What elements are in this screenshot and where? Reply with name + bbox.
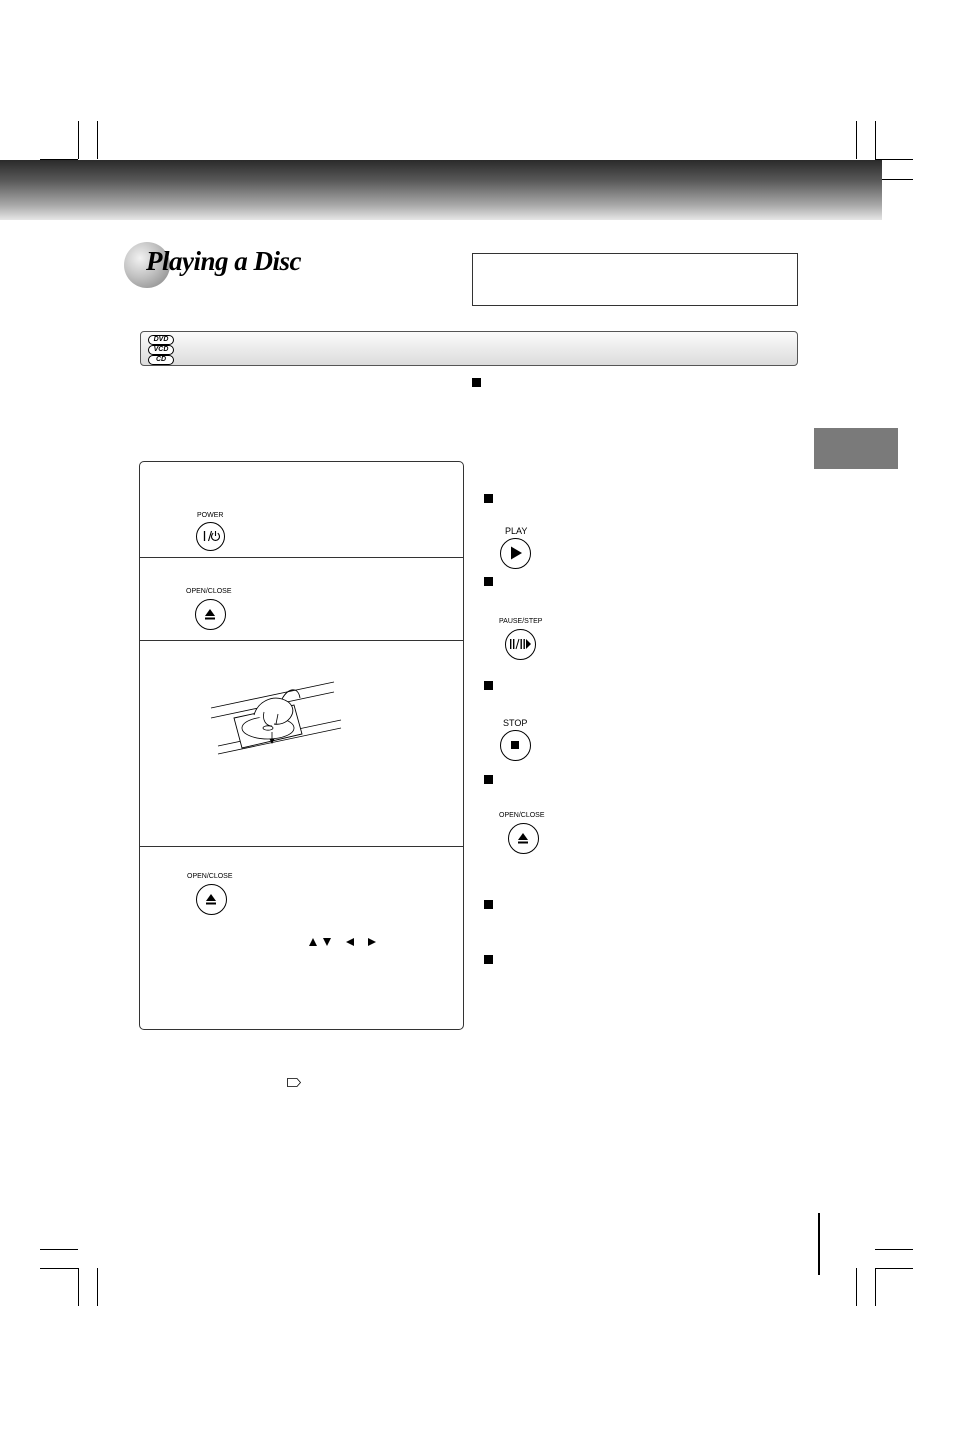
crop-mark bbox=[78, 121, 79, 159]
bullet-marker bbox=[484, 775, 493, 784]
bullet-marker bbox=[472, 378, 481, 387]
crop-mark bbox=[97, 121, 98, 159]
power-button-label: POWER bbox=[197, 512, 224, 519]
play-button-label: PLAY bbox=[505, 526, 528, 536]
down-arrow-icon bbox=[323, 938, 331, 946]
open-close-button-label: OPEN/CLOSE bbox=[187, 873, 233, 880]
bullet-marker bbox=[484, 955, 493, 964]
crop-mark bbox=[875, 121, 876, 159]
bullet-marker bbox=[484, 577, 493, 586]
crop-mark bbox=[78, 1268, 79, 1306]
cursor-arrows bbox=[308, 936, 388, 950]
open-close-button-label: OPEN/CLOSE bbox=[186, 588, 232, 595]
up-arrow-icon bbox=[309, 938, 317, 946]
steps-panel bbox=[139, 461, 464, 1030]
crop-mark bbox=[40, 1249, 78, 1250]
header-banner bbox=[0, 160, 882, 220]
left-arrow-icon bbox=[346, 938, 354, 946]
power-button[interactable] bbox=[196, 522, 225, 551]
open-close-button[interactable] bbox=[195, 599, 226, 630]
vcd-badge: VCD bbox=[148, 345, 174, 355]
eject-icon bbox=[196, 600, 224, 628]
crop-mark bbox=[856, 1268, 857, 1306]
crop-mark bbox=[875, 1268, 913, 1269]
page-edge-bar bbox=[818, 1213, 820, 1275]
stop-button[interactable] bbox=[500, 730, 531, 761]
stop-button-label: STOP bbox=[503, 718, 528, 728]
bullet-marker bbox=[484, 494, 493, 503]
open-close-button[interactable] bbox=[196, 884, 227, 915]
open-close-button-label: OPEN/CLOSE bbox=[499, 812, 545, 819]
disc-tray-loading-illustration bbox=[206, 668, 346, 768]
crop-mark bbox=[97, 1268, 98, 1306]
open-close-button[interactable] bbox=[508, 823, 539, 854]
power-icon bbox=[197, 523, 223, 549]
play-icon bbox=[501, 539, 529, 567]
note-box bbox=[472, 253, 798, 306]
step-divider bbox=[140, 640, 463, 641]
eject-icon bbox=[197, 885, 225, 913]
cd-badge: CD bbox=[148, 355, 174, 365]
dvd-badge: DVD bbox=[148, 335, 174, 345]
step-divider bbox=[140, 846, 463, 847]
eject-icon bbox=[509, 824, 537, 852]
pause-step-icon bbox=[506, 630, 534, 658]
page-title: Playing a Disc bbox=[146, 246, 301, 276]
right-arrow-icon bbox=[368, 938, 376, 946]
pause-step-button[interactable] bbox=[505, 629, 536, 660]
stop-icon bbox=[501, 731, 529, 759]
play-button[interactable] bbox=[500, 538, 531, 569]
crop-mark bbox=[875, 1268, 876, 1306]
crop-mark bbox=[856, 121, 857, 159]
bullet-marker bbox=[484, 681, 493, 690]
crop-mark bbox=[875, 1249, 913, 1250]
page-reference-icon bbox=[287, 1078, 301, 1087]
step-divider bbox=[140, 557, 463, 558]
disc-type-bar bbox=[140, 331, 798, 366]
crop-mark bbox=[40, 1268, 78, 1269]
pause-step-button-label: PAUSE/STEP bbox=[499, 618, 543, 625]
bullet-marker bbox=[484, 900, 493, 909]
section-tab bbox=[814, 428, 898, 469]
